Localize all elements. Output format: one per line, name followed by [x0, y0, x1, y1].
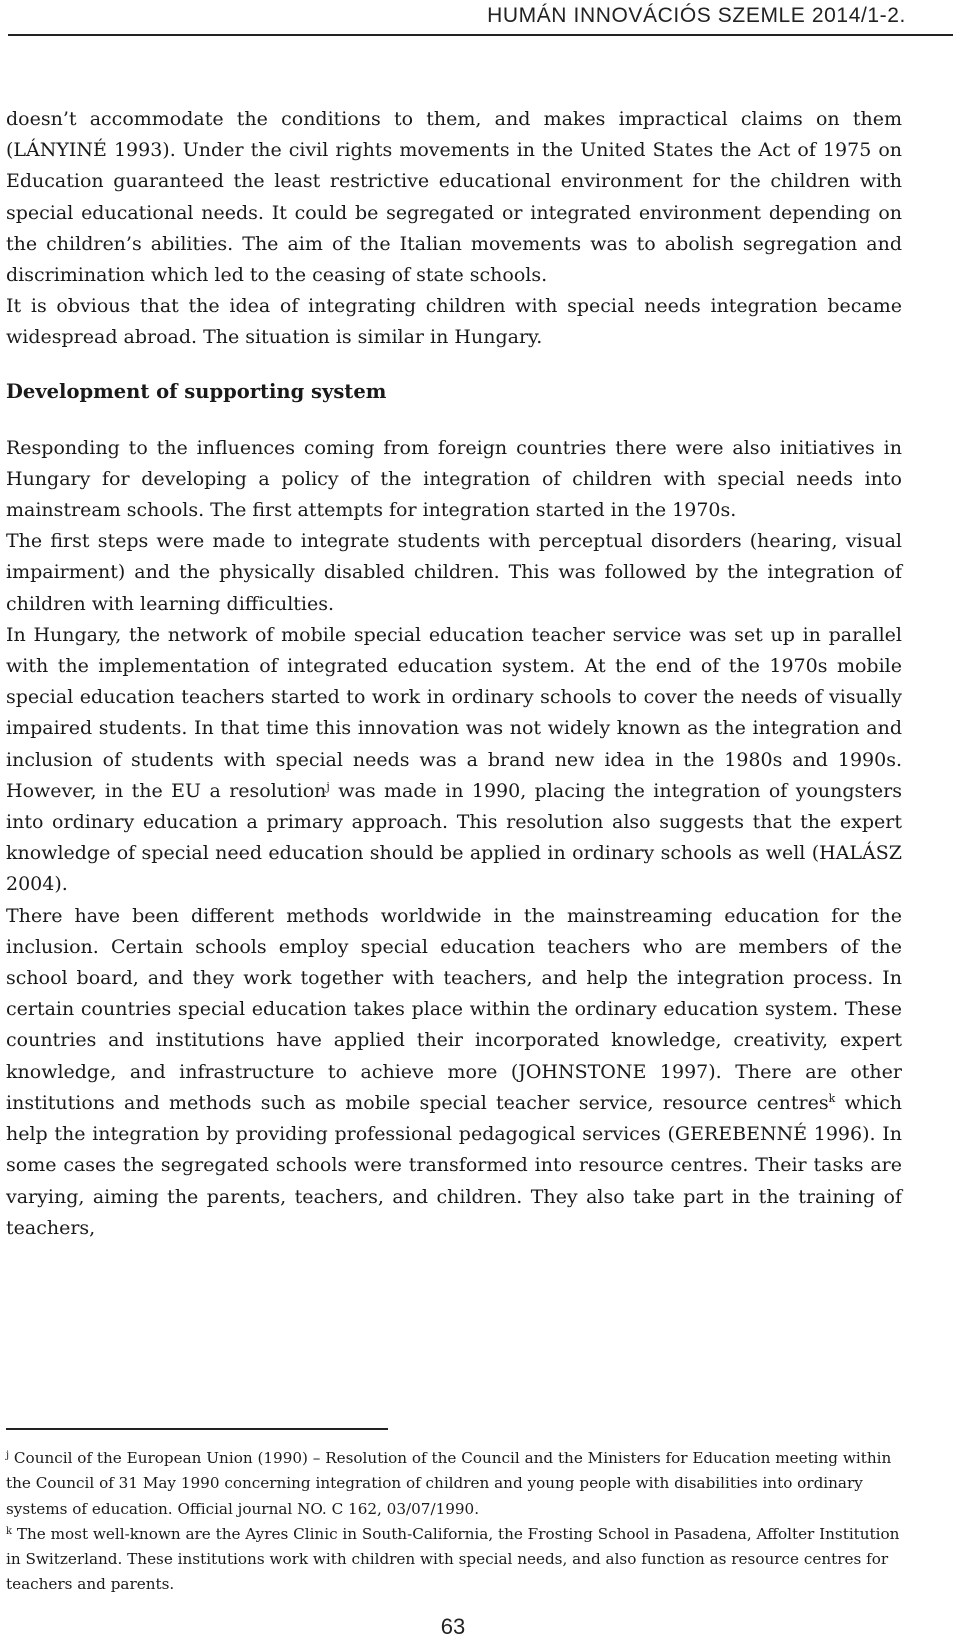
- paragraph-4-text-start: There have been different methods worldwide in the mainstreaming education for the inclusion. Certain schools employ special education teachers who are members of the school board, and they work together with teachers, and help the integration process. In certain countries special education takes place within the ordinary education system. These countries and institutions have applied their incorporated knowledge, creativity, expert knowledge, and infrastructure to achieve more (JOHNSTONE 1997). There are other institutions and methods such as mobile special teacher service, resource centres: [6, 904, 902, 1114]
- section-paragraph-2: The first steps were made to integrate students with perceptual disorders (hearing, visual impairment) and the physically disabled children. This was followed by the integration of children with learning difficulties.: [6, 530, 902, 615]
- footnote-mark-j: j: [6, 1450, 10, 1461]
- footnote-k-text: The most well-known are the Ayres Clinic in South-California, the Frosting School in Pasadena, Affolter Institution in Switzerland. These institutions work with children with special needs, and also function as resource centres for teachers and parents.: [6, 1524, 900, 1594]
- intro-paragraph-2: It is obvious that the idea of integrating children with special needs integration became widespread abroad. The situation is similar in Hungary.: [6, 295, 902, 349]
- footnote-ref-j[interactable]: j: [326, 779, 330, 793]
- header-rule: [8, 34, 953, 36]
- footnote-k: [6, 1522, 902, 1598]
- running-header: HUMÁN INNOVÁCIÓS SZEMLE 2014/1-2.: [487, 4, 906, 27]
- footnote-rule: [6, 1428, 388, 1430]
- section-paragraph-4: [6, 901, 902, 1244]
- intro-paragraph-1: doesn’t accommodate the conditions to them, and makes impractical claims on them (LÁNYINÉ 1993). Under the civil rights movements in the United States the Act of 1975 on Education guaranteed the least restrictive educational environment for the children with special educational needs. It could be segregated or integrated environment depending on the children’s abilities. The aim of the Italian movements was to abolish segregation and discrimination which led to the ceasing of state schools.: [6, 108, 902, 287]
- paragraph-4-text-end: which help the integration by providing professional pedagogical services (GEREBENNÉ 1996). In some cases the segregated schools were transformed into resource centres. Their tasks are varying, aiming the parents, teachers, and children. They also take part in the training of teachers,: [6, 1091, 902, 1239]
- footnote-ref-k[interactable]: k: [828, 1091, 836, 1105]
- section-paragraph-3: [6, 620, 902, 901]
- body-text: [6, 104, 902, 1244]
- paragraph-3-text-start: In Hungary, the network of mobile special education teacher service was set up in parallel with the implementation of integrated education system. At the end of the 1970s mobile special education teachers started to work in ordinary schools to cover the needs of visually impaired students. In that time this innovation was not widely known as the integration and inclusion of students with special needs was a brand new idea in the 1980s and 1990s. However, in the EU a resolution: [6, 623, 902, 802]
- footnote-j: [6, 1446, 902, 1522]
- footnote-mark-k: k: [6, 1525, 13, 1537]
- section-heading: Development of supporting system: [6, 379, 387, 403]
- footnotes: [6, 1446, 902, 1598]
- footnote-j-text: Council of the European Union (1990) – Resolution of the Council and the Ministers for Education meeting within the Council of 31 May 1990 concerning integration of children and young people with disabilities into ordinary systems of education. Official journal NO. C 162, 03/07/1990.: [6, 1449, 892, 1518]
- paragraph-3-text-end: was made in 1990, placing the integration of youngsters into ordinary education a primary approach. This resolution also suggests that the expert knowledge of special need education should be applied in ordinary schools as well (HALÁSZ 2004).: [6, 779, 902, 896]
- section-paragraph-1: Responding to the influences coming from foreign countries there were also initiatives in Hungary for developing a policy of the integration of children with special needs into mainstream schools. The first attempts for integration started in the 1970s.: [6, 436, 902, 522]
- page-number: 63: [440, 1614, 466, 1639]
